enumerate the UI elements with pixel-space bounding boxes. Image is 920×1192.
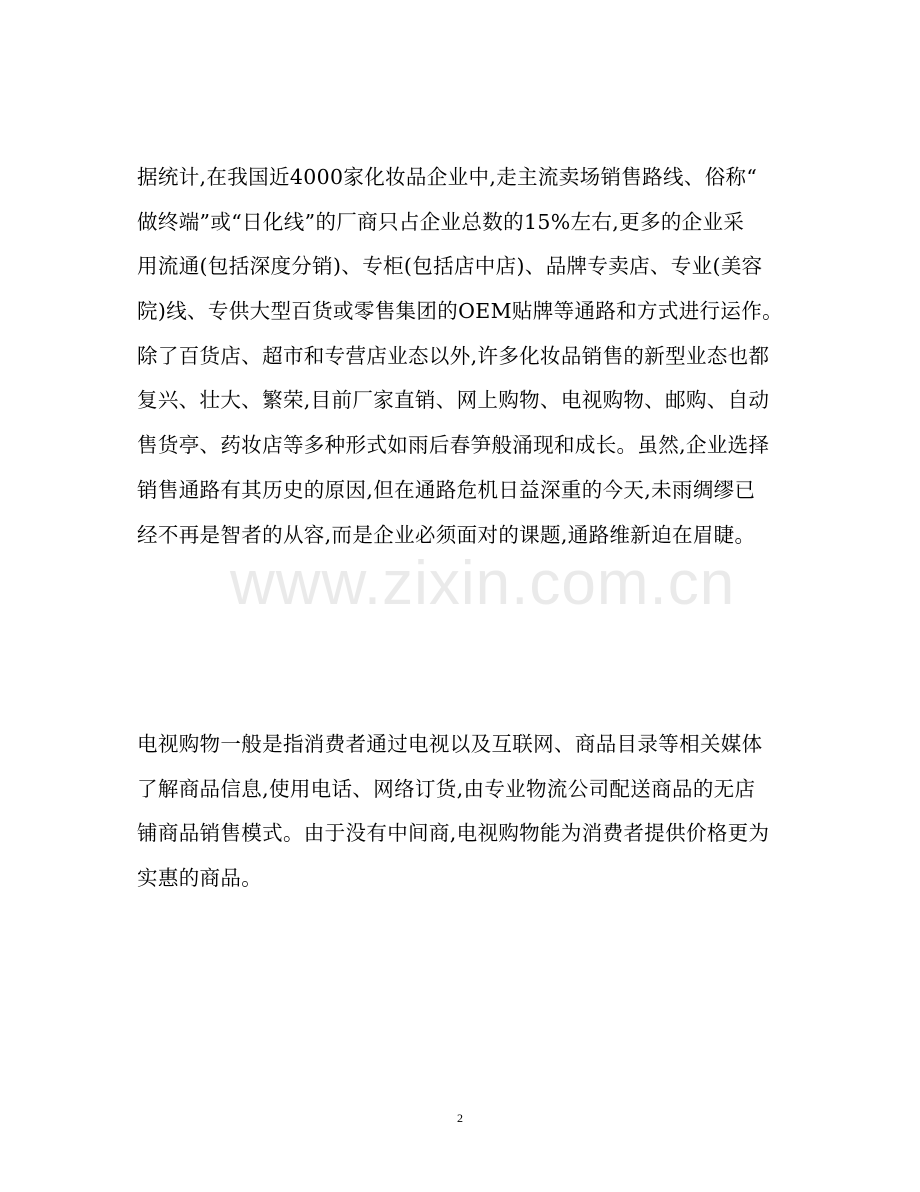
text-line: 据统计,在我国近4000家化妆品企业中,走主流卖场销售路线、俗称“ (137, 165, 758, 189)
text-line: 销售通路有其历史的原因,但在通路危机日益深重的今天,未雨绸缪已 (137, 477, 756, 502)
paragraph-cosmetics-channels (137, 155, 783, 557)
text-line: 电视购物一般是指消费者通过电视以及互联网、商品目录等相关媒体 (137, 732, 763, 756)
text-line: 铺商品销售模式。由于没有中间商,电视购物能为消费者提供价格更为 (137, 821, 770, 846)
text-line: 除了百货店、超市和专营店业态以外,许多化妆品销售的新型业态也都 (137, 343, 770, 368)
page-number: 2 (457, 1111, 463, 1125)
text-line: 用流通(包括深度分销)、专柜(包括店中店)、品牌专卖店、专业(美容 (137, 254, 763, 279)
text-line: 院)线、专供大型百货或零售集团的OEM贴牌等通路和方式进行运作。 (137, 299, 783, 324)
text-line: 复兴、壮大、繁荣,目前厂家直销、网上购物、电视购物、邮购、自动 (137, 388, 770, 413)
text-line: 售货亭、药妆店等多种形式如雨后春笋般涌现和成长。虽然,企业选择 (137, 433, 770, 458)
text-line: 实惠的商品。 (137, 866, 263, 891)
watermark: www.zixin.com.cn (230, 549, 736, 618)
paragraph-tv-shopping (137, 722, 783, 901)
text-line: 经不再是智者的从容,而是企业必须面对的课题,通路维新迫在眉睫。 (137, 522, 756, 547)
text-line: 做终端”或“日化线”的厂商只占企业总数的15%左右,更多的企业采 (137, 209, 745, 234)
text-line: 了解商品信息,使用电话、网络订货,由专业物流公司配送商品的无店 (137, 776, 756, 801)
